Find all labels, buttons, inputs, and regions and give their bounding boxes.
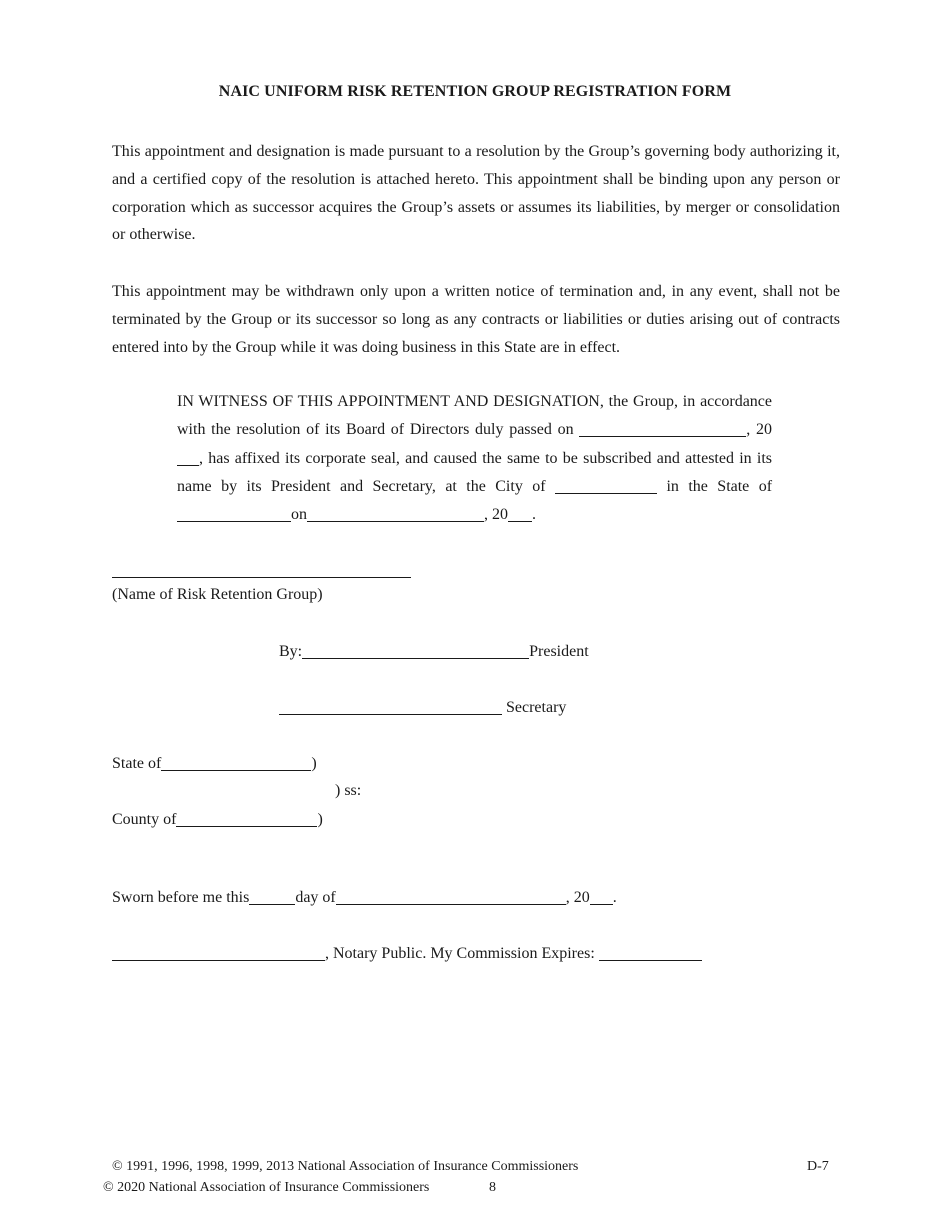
- state-of-row: [112, 754, 317, 773]
- county-of-label: County of: [112, 811, 177, 828]
- notary-public-label: , Notary Public. My Commission Expires:: [325, 945, 595, 962]
- signing-year-blank[interactable]: [508, 505, 532, 522]
- notary-row: [112, 944, 702, 963]
- sworn-day-blank[interactable]: [249, 888, 295, 905]
- sworn-year-blank[interactable]: [590, 888, 613, 905]
- group-name-label: (Name of Risk Retention Group): [112, 586, 323, 603]
- footer-page-number: 8: [489, 1180, 496, 1195]
- commission-expires-blank[interactable]: [599, 944, 702, 961]
- signing-date-blank[interactable]: [307, 505, 484, 522]
- sworn-before-label: Sworn before me this: [112, 889, 250, 906]
- secretary-signature-blank[interactable]: [279, 698, 502, 715]
- day-of-label: day of: [295, 889, 336, 906]
- witness-middle: , has affixed its corporate seal, and caused the same to be subscribed and attested in its name by its President and Secretary, at the City of: [177, 449, 772, 495]
- resolution-year-blank[interactable]: [177, 449, 199, 466]
- witness-year-prefix: , 20: [746, 421, 773, 439]
- witness-on: on: [291, 506, 307, 524]
- county-paren: ): [317, 811, 323, 828]
- witness-year-prefix-2: , 20: [484, 506, 508, 524]
- appointment-paragraph: This appointment and designation is made pursuant to a resolution by the Group’s governing body authorizing it, and a certified copy of the resolution is attached hereto. This appointment shall be binding upon any person or corporation which as successor acquires the Group’s assets or assumes its liabilities, by merger or consolidation or otherwise.: [112, 143, 840, 244]
- footer-copyright: © 1991, 1996, 1998, 1999, 2013 National Association of Insurance Commissioners: [112, 1159, 579, 1174]
- county-of-row: [112, 810, 323, 829]
- by-label: By:: [279, 643, 303, 660]
- state-of-label: State of: [112, 755, 162, 772]
- state-blank[interactable]: [177, 505, 291, 522]
- witness-in-state-of: in the State of: [666, 477, 773, 495]
- ss-label: ) ss:: [335, 782, 362, 799]
- sworn-month-blank[interactable]: [336, 888, 566, 905]
- state-paren: ): [311, 755, 317, 772]
- witness-end: .: [532, 506, 536, 524]
- witness-intro: IN WITNESS OF THIS APPOINTMENT AND DESIGNATION, the Group, in accordance with the resolution of its Board of Directors duly passed on: [177, 393, 772, 439]
- sworn-year-prefix: , 20: [565, 889, 590, 906]
- secretary-signature-row: [279, 698, 566, 717]
- footer-copyright-2020: © 2020 National Association of Insurance Commissioners: [103, 1180, 430, 1195]
- president-signature-row: [279, 642, 589, 661]
- group-name-signature-line[interactable]: [112, 577, 411, 578]
- notary-county-blank[interactable]: [176, 810, 317, 827]
- notary-state-blank[interactable]: [161, 754, 311, 771]
- witness-clause: [177, 388, 772, 529]
- sworn-period: .: [612, 889, 617, 906]
- city-blank[interactable]: [555, 477, 657, 494]
- withdrawal-paragraph: This appointment may be withdrawn only upon a written notice of termination and, in any event, shall not be terminated by the Group or its successor so long as any contracts or liabilities or duties arising out of contracts entered into by the Group while it was doing business in this State are in effect.: [112, 283, 840, 356]
- president-label: President: [529, 643, 589, 660]
- sworn-row: [112, 888, 617, 907]
- president-signature-blank[interactable]: [302, 642, 529, 659]
- secretary-label: Secretary: [506, 699, 567, 716]
- resolution-date-blank[interactable]: [579, 420, 746, 437]
- form-title: NAIC UNIFORM RISK RETENTION GROUP REGISTRATION FORM: [218, 83, 732, 100]
- notary-signature-blank[interactable]: [112, 944, 325, 961]
- footer-page-code: D-7: [807, 1159, 829, 1174]
